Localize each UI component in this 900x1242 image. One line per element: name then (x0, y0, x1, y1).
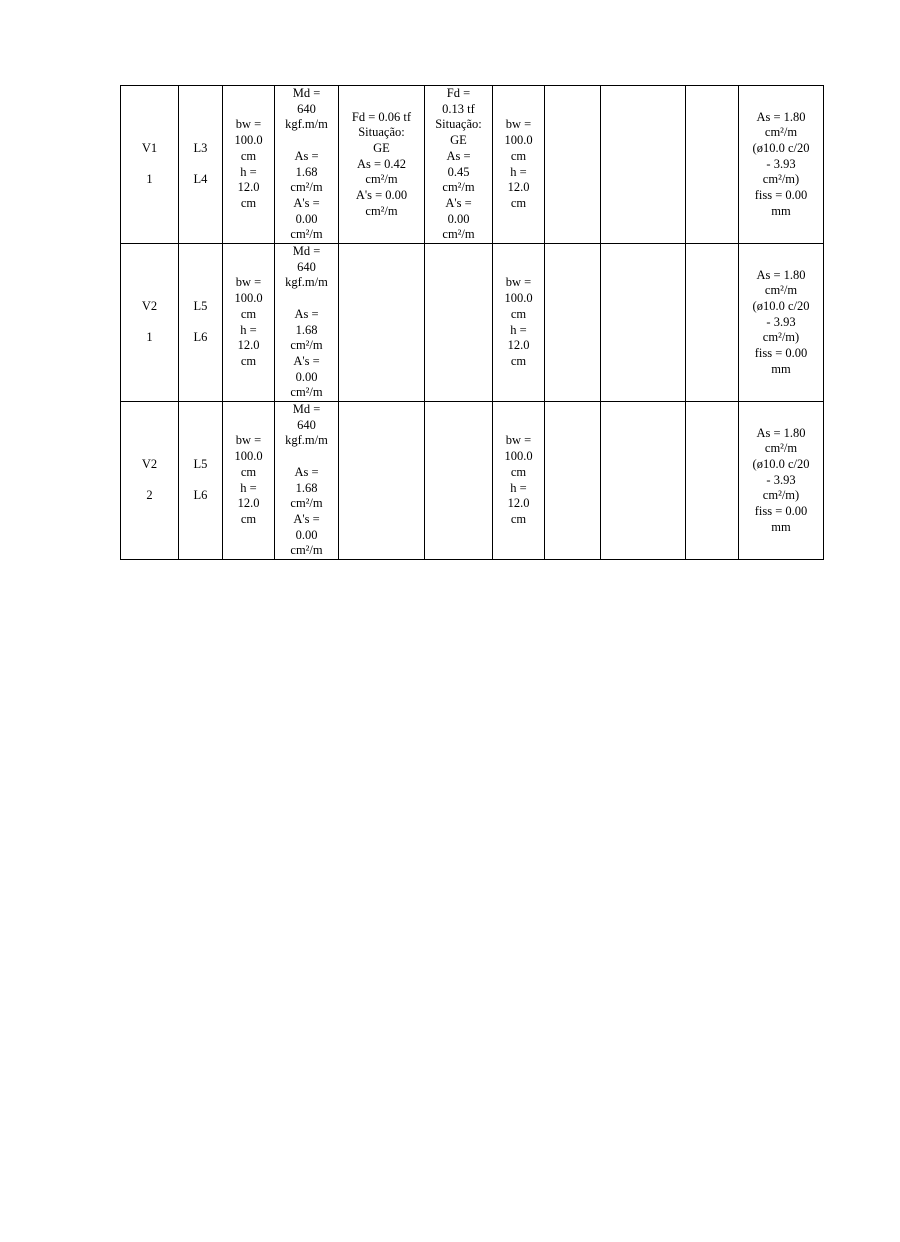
empty-cell (686, 402, 739, 560)
cell-text-line: cm (240, 464, 257, 479)
force-design-cell (339, 244, 425, 402)
cell-text-line: V2 (141, 457, 158, 471)
table-body (121, 86, 824, 560)
empty-cell (545, 86, 601, 244)
cell-text-line: 640 (297, 101, 316, 116)
cell-text-line: 100.0 (504, 449, 533, 464)
cell-text-line: kgf.m/m (285, 433, 328, 448)
cell-text-line: cm (510, 353, 527, 368)
cell-text-line: Situação: (358, 125, 405, 140)
section-dimensions-cell-2 (493, 402, 545, 560)
cell-text-line: bw = (505, 275, 532, 290)
beam-id-cell (121, 86, 179, 244)
cell-text-line: (ø10.0 c/20 (752, 298, 810, 313)
cell-text-line: 1.68 (295, 164, 318, 179)
cell-text-line: fiss = 0.00 (754, 188, 808, 203)
cell-text-line: cm²/m (290, 385, 323, 400)
cell-text-line: 2 (146, 488, 153, 503)
empty-cell (545, 244, 601, 402)
cell-text-line: cm (510, 306, 527, 321)
cell-text-line: h = (240, 480, 257, 495)
cell-text-line: 0.00 (295, 527, 318, 542)
empty-cell (601, 86, 686, 244)
section-dimensions-cell-2 (493, 244, 545, 402)
cell-text-line: cm (510, 464, 527, 479)
cell-text-line: 12.0 (507, 180, 530, 195)
calculation-table (120, 85, 824, 560)
blank-line (180, 157, 221, 173)
cell-text-line: 640 (297, 417, 316, 432)
cell-text-line: bw = (505, 433, 532, 448)
beam-id-cell (121, 402, 179, 560)
cell-text-line: - 3.93 (766, 472, 796, 487)
empty-cell (686, 244, 739, 402)
cell-text-line: Md = (292, 244, 321, 259)
cell-text-line: As = (294, 464, 319, 479)
cell-text-line: mm (771, 519, 791, 534)
cell-text-line: cm (240, 511, 257, 526)
cell-text-line: Md = (292, 402, 321, 417)
cell-text-line: fiss = 0.00 (754, 346, 808, 361)
cell-text-line: cm (240, 148, 257, 163)
force-design-cell-2 (425, 244, 493, 402)
blank-line (122, 473, 177, 489)
cell-text-line: cm²/m) (762, 172, 800, 187)
cell-text-line: cm²/m (290, 543, 323, 558)
cell-text-line: As = 1.80 (756, 109, 806, 124)
section-dimensions-cell (223, 402, 275, 560)
cell-text-line: cm (240, 353, 257, 368)
slab-ids-cell (179, 402, 223, 560)
cell-text-line: cm (510, 148, 527, 163)
force-design-cell (339, 402, 425, 560)
cell-text-line: L3 (193, 140, 208, 155)
cell-text-line: cm²/m (442, 180, 475, 195)
cell-text-line: bw = (235, 117, 262, 132)
cell-text-line: h = (510, 164, 527, 179)
cell-text-line: 12.0 (237, 338, 260, 353)
force-design-cell-2 (425, 402, 493, 560)
cell-text-line: Md = (292, 86, 321, 100)
cell-text-line: As = 1.80 (756, 425, 806, 440)
section-dimensions-cell (223, 244, 275, 402)
cell-text-line: 1 (146, 330, 153, 345)
section-dimensions-cell-2 (493, 86, 545, 244)
blank-line (276, 291, 337, 307)
empty-cell (545, 402, 601, 560)
cell-text-line: 0.13 tf (442, 101, 475, 116)
cell-text-line: Fd = (446, 86, 471, 100)
cell-text-line: A's = (445, 195, 472, 210)
cell-text-line: cm (510, 195, 527, 210)
cell-text-line: L6 (193, 330, 208, 345)
force-design-cell-2 (425, 86, 493, 244)
cell-text-line: cm²/m) (762, 488, 800, 503)
cell-text-line: V2 (141, 298, 158, 313)
cell-text-line: bw = (235, 433, 262, 448)
cell-text-line: cm²/m (365, 172, 398, 187)
blank-line (180, 315, 221, 331)
cell-text-line: A's = (293, 353, 320, 368)
cell-text-line: 12.0 (507, 338, 530, 353)
cell-text-line: 1 (146, 172, 153, 187)
cell-text-line: cm²/m (764, 283, 798, 298)
cell-text-line: L5 (193, 457, 208, 471)
cell-text-line: kgf.m/m (285, 117, 328, 132)
cell-text-line: Fd = 0.06 tf (351, 109, 412, 124)
cell-text-line: V1 (141, 140, 158, 155)
cell-text-line: (ø10.0 c/20 (752, 457, 810, 471)
cell-text-line: 1.68 (295, 480, 318, 495)
table-row (121, 86, 824, 244)
cell-text-line: 100.0 (234, 449, 263, 464)
cell-text-line: L6 (193, 488, 208, 503)
cell-text-line: 100.0 (504, 133, 533, 148)
cell-text-line: 0.00 (447, 211, 470, 226)
cell-text-line: 12.0 (237, 496, 260, 511)
cell-text-line: mm (771, 203, 791, 218)
cell-text-line: h = (240, 164, 257, 179)
cell-text-line: 100.0 (504, 291, 533, 306)
moment-design-cell (275, 402, 339, 560)
cell-text-line: GE (373, 140, 390, 155)
cell-text-line: bw = (235, 275, 262, 290)
cell-text-line: cm²/m (442, 227, 475, 242)
cell-text-line: 100.0 (234, 133, 263, 148)
blank-line (122, 157, 177, 173)
cell-text-line: 12.0 (237, 180, 260, 195)
cell-text-line: h = (240, 322, 257, 337)
cell-text-line: As = (446, 148, 471, 163)
cell-text-line: 1.68 (295, 322, 318, 337)
cell-text-line: As = 0.42 (356, 156, 407, 171)
cell-text-line: 0.00 (295, 211, 318, 226)
cell-text-line: bw = (505, 117, 532, 132)
cell-text-line: cm²/m (764, 441, 798, 456)
cell-text-line: As = 1.80 (756, 267, 806, 282)
cell-text-line: cm (240, 306, 257, 321)
reinforcement-result-cell (739, 86, 824, 244)
reinforcement-result-cell (739, 244, 824, 402)
cell-text-line: A's = (293, 511, 320, 526)
cell-text-line: cm²/m (290, 496, 323, 511)
empty-cell (601, 244, 686, 402)
cell-text-line: (ø10.0 c/20 (752, 140, 810, 155)
cell-text-line: A's = (293, 195, 320, 210)
cell-text-line: cm²/m (290, 227, 323, 242)
empty-cell (686, 86, 739, 244)
beam-id-cell (121, 244, 179, 402)
table-row (121, 402, 824, 560)
slab-ids-cell (179, 244, 223, 402)
empty-cell (601, 402, 686, 560)
blank-line (276, 449, 337, 465)
cell-text-line: cm (240, 195, 257, 210)
slab-ids-cell (179, 86, 223, 244)
reinforcement-result-cell (739, 402, 824, 560)
moment-design-cell (275, 244, 339, 402)
cell-text-line: mm (771, 361, 791, 376)
cell-text-line: Situação: (435, 117, 482, 132)
section-dimensions-cell (223, 86, 275, 244)
cell-text-line: L4 (193, 172, 208, 187)
blank-line (122, 315, 177, 331)
blank-line (276, 133, 337, 149)
cell-text-line: - 3.93 (766, 314, 796, 329)
cell-text-line: 0.00 (295, 369, 318, 384)
cell-text-line: cm²/m (290, 338, 323, 353)
blank-line (180, 473, 221, 489)
cell-text-line: fiss = 0.00 (754, 504, 808, 519)
moment-design-cell (275, 86, 339, 244)
cell-text-line: cm²/m (290, 180, 323, 195)
cell-text-line: 100.0 (234, 291, 263, 306)
cell-text-line: 12.0 (507, 496, 530, 511)
cell-text-line: cm²/m) (762, 330, 800, 345)
cell-text-line: As = (294, 148, 319, 163)
cell-text-line: 0.45 (447, 164, 470, 179)
cell-text-line: GE (450, 133, 467, 148)
cell-text-line: h = (510, 480, 527, 495)
table-row (121, 244, 824, 402)
cell-text-line: L5 (193, 298, 208, 313)
cell-text-line: - 3.93 (766, 156, 796, 171)
cell-text-line: cm²/m (764, 125, 798, 140)
cell-text-line: kgf.m/m (285, 275, 328, 290)
cell-text-line: cm (510, 511, 527, 526)
cell-text-line: A's = 0.00 (355, 188, 408, 203)
force-design-cell (339, 86, 425, 244)
cell-text-line: h = (510, 322, 527, 337)
cell-text-line: 640 (297, 259, 316, 274)
cell-text-line: As = (294, 306, 319, 321)
cell-text-line: cm²/m (365, 203, 398, 218)
